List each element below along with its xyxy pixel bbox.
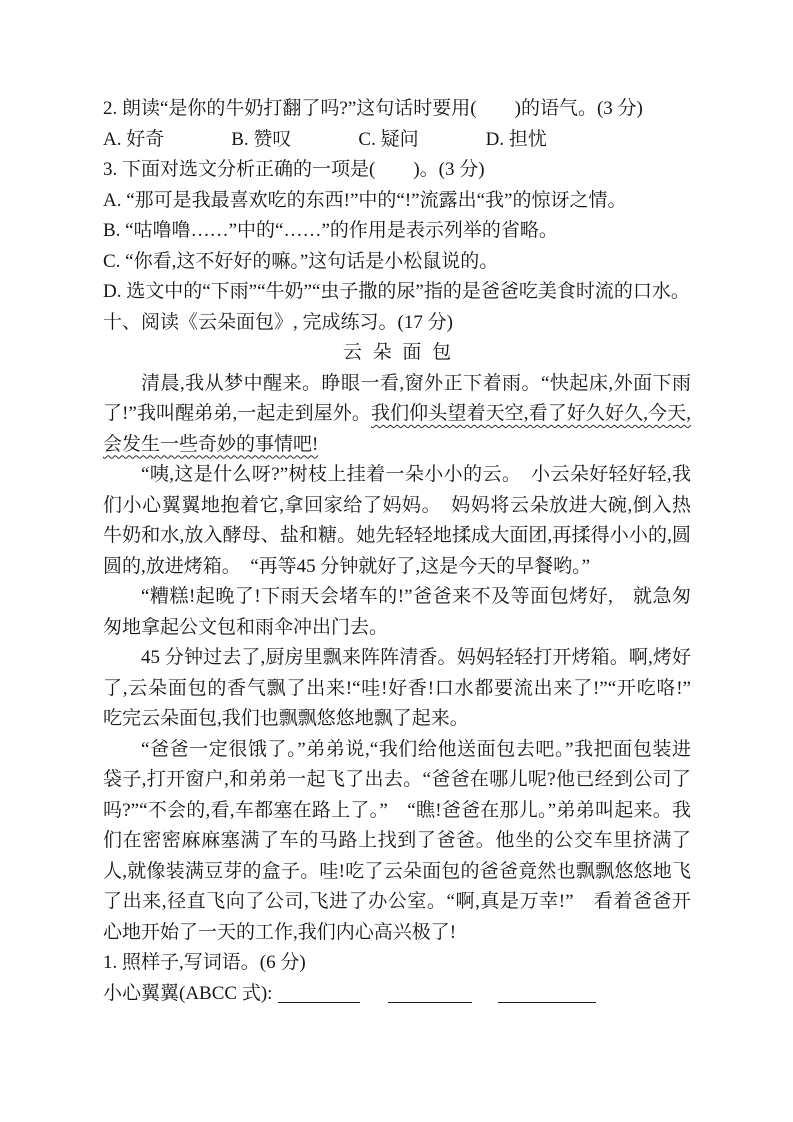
question-1-stem: 1. 照样子,写词语。(6 分) — [103, 952, 306, 973]
question-2-options — [103, 125, 691, 156]
question-3-option-c: C. “你看,这不好好的嘛。”这句话是小松鼠说的。 — [103, 250, 499, 272]
question-2-option-c: C. 疑问 — [358, 128, 419, 150]
passage-title: 云 朵 面 包 — [342, 342, 452, 363]
answer-blank-3 — [498, 984, 596, 1003]
answer-blank-2 — [388, 984, 472, 1003]
passage-paragraph-5: “爸爸一定很饿了。”弟弟说,“我们给他送面包去吧。”我把面包装进袋子,打开窗户,和弟弟一起飞了出去。“爸爸在哪儿呢?他已经到公司了吗?”“不会的,看,车都塞在路上了。” “瞧!爸爸在那儿。”弟弟叫起来。我们在密密麻麻塞满了车的马路上找到了爸爸。他坐的公交车里挤满了人,就像装满豆芽的盒子。哇!吃了云朵面包的爸爸竟然也飘飘悠悠地飞了出来,径直飞向了公司,飞进了办公室。“啊,真是万幸!” 看着爸爸开心地开始了一天的工作,我们内心高兴极了! — [103, 738, 691, 943]
paragraph-1-lead-text: 清晨,我从梦中醒来。睁眼一看,窗外正下着雨。“快起床,外面下雨了!”我叫醒弟弟,一起走到屋外。 — [103, 372, 691, 424]
question-2-stem: 2. 朗读“是你的牛奶打翻了吗?”这句话时要用( )的语气。(3 分) — [103, 98, 643, 119]
question-2-option-b: B. 赞叹 — [231, 128, 292, 150]
fill-in-line — [103, 979, 691, 1010]
test-paper-content — [103, 94, 711, 1009]
answer-blank-1 — [278, 984, 360, 1003]
passage-paragraph-2: “咦,这是什么呀?”树枝上挂着一朵小小的云。 小云朵好轻好轻,我们小心翼翼地抱着它,拿回家给了妈妈。 妈妈将云朵放进大碗,倒入热牛奶和水,放入酵母、盐和糖。她先轻轻地揉成大面团,再揉得小小的,圆圆的,放进烤箱。 “再等45 分钟就好了,这是今天的早餐哟。” — [103, 464, 691, 577]
question-3-option-d: D. 选文中的“下雨”“牛奶”“虫子撒的尿”指的是爸爸吃美食时流的口水。 — [103, 281, 690, 302]
passage-paragraph-3: “糟糕!起晚了!下雨天会堵车的!”爸爸来不及等面包烤好, 就急匆匆地拿起公文包和雨伞冲出门去。 — [103, 586, 691, 638]
passage-paragraph-4: 45 分钟过去了,厨房里飘来阵阵清香。妈妈轻轻打开烤箱。啊,烤好了,云朵面包的香气飘了出来!“哇!好香!口水都要流出来了!”“开吃咯!” 吃完云朵面包,我们也飘飘悠悠地飘了起来。 — [103, 647, 711, 729]
passage-paragraph-1 — [103, 369, 691, 461]
question-3-option-a: A. “那可是我最喜欢吃的东西!”中的“!”流露出“我”的惊讶之情。 — [103, 189, 627, 211]
question-3-option-b: B. “咕噜噜……”中的“……”的作用是表示列举的省略。 — [103, 220, 558, 241]
paragraph-1-wavy-underlined-text: 我们仰头望着天空,看了好久好久,今天,会发生一些奇妙的事情吧! — [103, 403, 691, 455]
section-10-heading: 十、阅读《云朵面包》, 完成练习。(17 分) — [103, 311, 453, 333]
question-3-stem: 3. 下面对选文分析正确的一项是( )。(3 分) — [103, 159, 485, 180]
question-2-option-a: A. 好奇 — [103, 128, 165, 150]
question-2-option-d: D. 担忧 — [485, 128, 547, 150]
fill-in-label: 小心翼翼(ABCC 式): — [103, 982, 273, 1004]
